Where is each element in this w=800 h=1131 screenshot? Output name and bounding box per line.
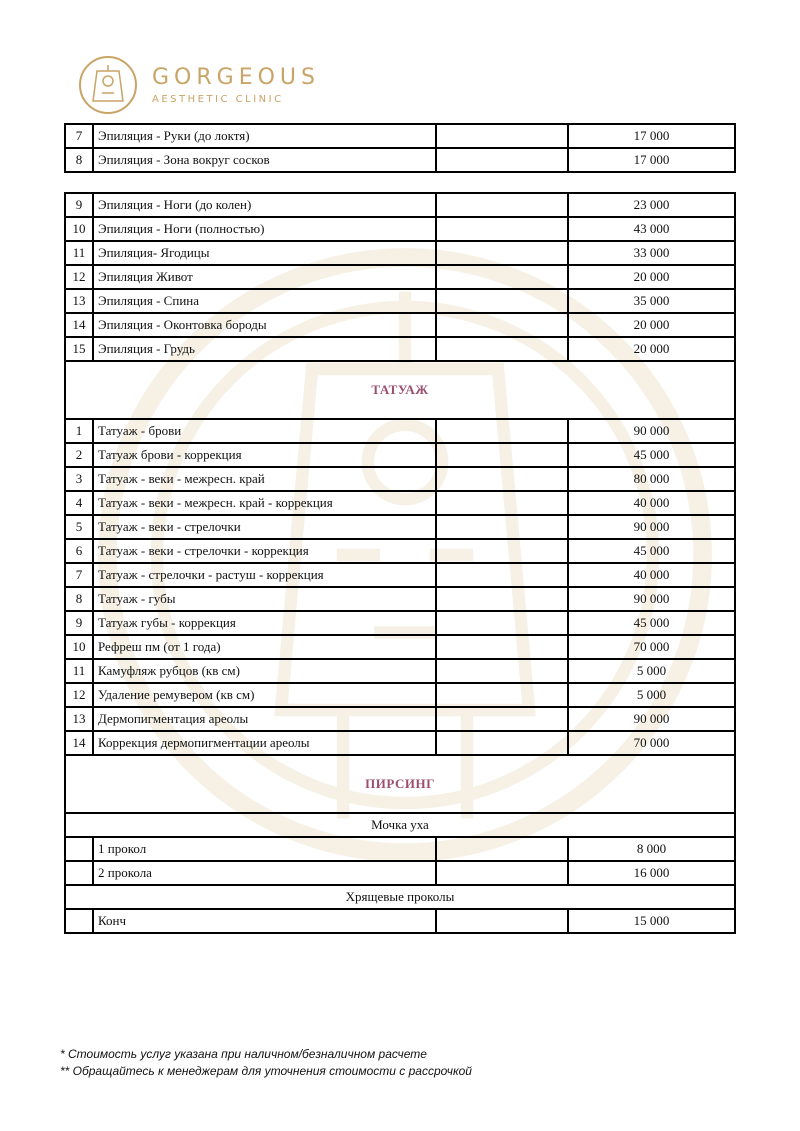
table-row	[65, 515, 735, 539]
section-title-tattoo: ТАТУАЖ	[65, 361, 735, 419]
service-name: Удаление ремувером (кв см)	[93, 683, 436, 707]
table-row	[65, 289, 735, 313]
service-price: 20 000	[568, 265, 735, 289]
row-number: 3	[65, 467, 93, 491]
brand-name: GORGEOUS	[152, 64, 320, 90]
service-name: Эпиляция - Ноги (до колен)	[93, 193, 436, 217]
row-number: 1	[65, 419, 93, 443]
service-price: 70 000	[568, 731, 735, 755]
service-price: 45 000	[568, 539, 735, 563]
service-name: Татуаж - брови	[93, 419, 436, 443]
service-name: Эпиляция - Руки (до локтя)	[93, 124, 436, 148]
footnote-installments: ** Обращайтесь к менеджерам для уточнения стоимости с рассрочкой	[60, 1064, 472, 1078]
service-price: 5 000	[568, 659, 735, 683]
table-row	[65, 241, 735, 265]
table-row	[65, 707, 735, 731]
row-number	[65, 909, 93, 933]
clinic-logo	[78, 55, 320, 115]
service-name: Эпиляция - Оконтовка бороды	[93, 313, 436, 337]
row-number: 10	[65, 635, 93, 659]
price-table-epilation-part1	[64, 123, 736, 173]
service-name: Рефреш пм (от 1 года)	[93, 635, 436, 659]
table-row	[65, 611, 735, 635]
row-number: 10	[65, 217, 93, 241]
table-row	[65, 731, 735, 755]
empty-cell	[436, 467, 568, 491]
row-number: 13	[65, 707, 93, 731]
service-price: 20 000	[568, 313, 735, 337]
table-row	[65, 313, 735, 337]
service-name: Эпиляция - Зона вокруг сосков	[93, 148, 436, 172]
service-price: 90 000	[568, 515, 735, 539]
service-price: 33 000	[568, 241, 735, 265]
price-table-main	[64, 192, 736, 934]
service-price: 23 000	[568, 193, 735, 217]
row-number: 9	[65, 193, 93, 217]
empty-cell	[436, 707, 568, 731]
service-price: 35 000	[568, 289, 735, 313]
table-row	[65, 148, 735, 172]
service-price: 15 000	[568, 909, 735, 933]
service-price: 90 000	[568, 419, 735, 443]
row-number: 7	[65, 124, 93, 148]
service-name: Дермопигментация ареолы	[93, 707, 436, 731]
subsection-earlobe-row	[65, 813, 735, 837]
row-number: 11	[65, 241, 93, 265]
row-number	[65, 837, 93, 861]
service-price: 45 000	[568, 611, 735, 635]
empty-cell	[436, 635, 568, 659]
table-row	[65, 337, 735, 361]
table-row	[65, 861, 735, 885]
service-name: Конч	[93, 909, 436, 933]
service-name: Татуаж - стрелочки - растуш - коррекция	[93, 563, 436, 587]
row-number: 13	[65, 289, 93, 313]
service-name: Татуаж брови - коррекция	[93, 443, 436, 467]
row-number: 2	[65, 443, 93, 467]
empty-cell	[436, 683, 568, 707]
row-number: 12	[65, 683, 93, 707]
service-name: Татуаж губы - коррекция	[93, 611, 436, 635]
service-name: Татуаж - веки - межресн. край	[93, 467, 436, 491]
row-number: 6	[65, 539, 93, 563]
row-number: 5	[65, 515, 93, 539]
table-row	[65, 124, 735, 148]
empty-cell	[436, 313, 568, 337]
empty-cell	[436, 861, 568, 885]
service-name: Эпиляция- Ягодицы	[93, 241, 436, 265]
table-row	[65, 909, 735, 933]
table-row	[65, 419, 735, 443]
empty-cell	[436, 193, 568, 217]
empty-cell	[436, 148, 568, 172]
row-number: 14	[65, 731, 93, 755]
service-price: 8 000	[568, 837, 735, 861]
table-row	[65, 683, 735, 707]
table-row	[65, 587, 735, 611]
service-name: Татуаж - губы	[93, 587, 436, 611]
empty-cell	[436, 515, 568, 539]
section-title-tattoo-row	[65, 361, 735, 419]
footnotes	[60, 1046, 472, 1080]
service-name: Эпиляция Живот	[93, 265, 436, 289]
row-number: 14	[65, 313, 93, 337]
empty-cell	[436, 491, 568, 515]
row-number: 8	[65, 148, 93, 172]
service-price: 20 000	[568, 337, 735, 361]
empty-cell	[436, 443, 568, 467]
row-number: 11	[65, 659, 93, 683]
empty-cell	[436, 265, 568, 289]
empty-cell	[436, 124, 568, 148]
service-price: 90 000	[568, 587, 735, 611]
service-name: Татуаж - веки - межресн. край - коррекция	[93, 491, 436, 515]
service-name: 2 прокола	[93, 861, 436, 885]
service-price: 5 000	[568, 683, 735, 707]
table-row	[65, 467, 735, 491]
service-name: Татуаж - веки - стрелочки	[93, 515, 436, 539]
brand-tagline: AESTHETIC CLINIC	[152, 93, 284, 105]
table-row	[65, 443, 735, 467]
service-name: Эпиляция - Спина	[93, 289, 436, 313]
table-row	[65, 659, 735, 683]
service-price: 40 000	[568, 563, 735, 587]
service-price: 17 000	[568, 148, 735, 172]
service-name: 1 прокол	[93, 837, 436, 861]
table-row	[65, 193, 735, 217]
empty-cell	[436, 337, 568, 361]
service-price: 40 000	[568, 491, 735, 515]
service-name: Татуаж - веки - стрелочки - коррекция	[93, 539, 436, 563]
section-title-piercing: ПИРСИНГ	[65, 755, 735, 813]
service-name: Эпиляция - Ноги (полностью)	[93, 217, 436, 241]
service-price: 80 000	[568, 467, 735, 491]
empty-cell	[436, 837, 568, 861]
empty-cell	[436, 289, 568, 313]
table-row	[65, 265, 735, 289]
service-price: 90 000	[568, 707, 735, 731]
footnote-payment: * Стоимость услуг указана при наличном/безналичном расчете	[60, 1047, 427, 1061]
service-price: 16 000	[568, 861, 735, 885]
table-row	[65, 635, 735, 659]
service-price: 17 000	[568, 124, 735, 148]
service-name: Эпиляция - Грудь	[93, 337, 436, 361]
clinic-logo-icon	[78, 55, 138, 115]
service-price: 45 000	[568, 443, 735, 467]
row-number: 7	[65, 563, 93, 587]
empty-cell	[436, 419, 568, 443]
table-row	[65, 837, 735, 861]
service-price: 70 000	[568, 635, 735, 659]
section-title-piercing-row	[65, 755, 735, 813]
row-number: 15	[65, 337, 93, 361]
row-number: 8	[65, 587, 93, 611]
empty-cell	[436, 563, 568, 587]
row-number: 4	[65, 491, 93, 515]
empty-cell	[436, 611, 568, 635]
subsection-cartilage-row	[65, 885, 735, 909]
service-price: 43 000	[568, 217, 735, 241]
empty-cell	[436, 241, 568, 265]
empty-cell	[436, 909, 568, 933]
service-name: Камуфляж рубцов (кв см)	[93, 659, 436, 683]
empty-cell	[436, 659, 568, 683]
empty-cell	[436, 217, 568, 241]
empty-cell	[436, 539, 568, 563]
empty-cell	[436, 731, 568, 755]
table-row	[65, 539, 735, 563]
row-number: 9	[65, 611, 93, 635]
table-row	[65, 217, 735, 241]
row-number: 12	[65, 265, 93, 289]
service-name: Коррекция дермопигментации ареолы	[93, 731, 436, 755]
table-row	[65, 491, 735, 515]
subsection-cartilage: Хрящевые проколы	[65, 885, 735, 909]
row-number	[65, 861, 93, 885]
table-row	[65, 563, 735, 587]
subsection-earlobe: Мочка уха	[65, 813, 735, 837]
empty-cell	[436, 587, 568, 611]
